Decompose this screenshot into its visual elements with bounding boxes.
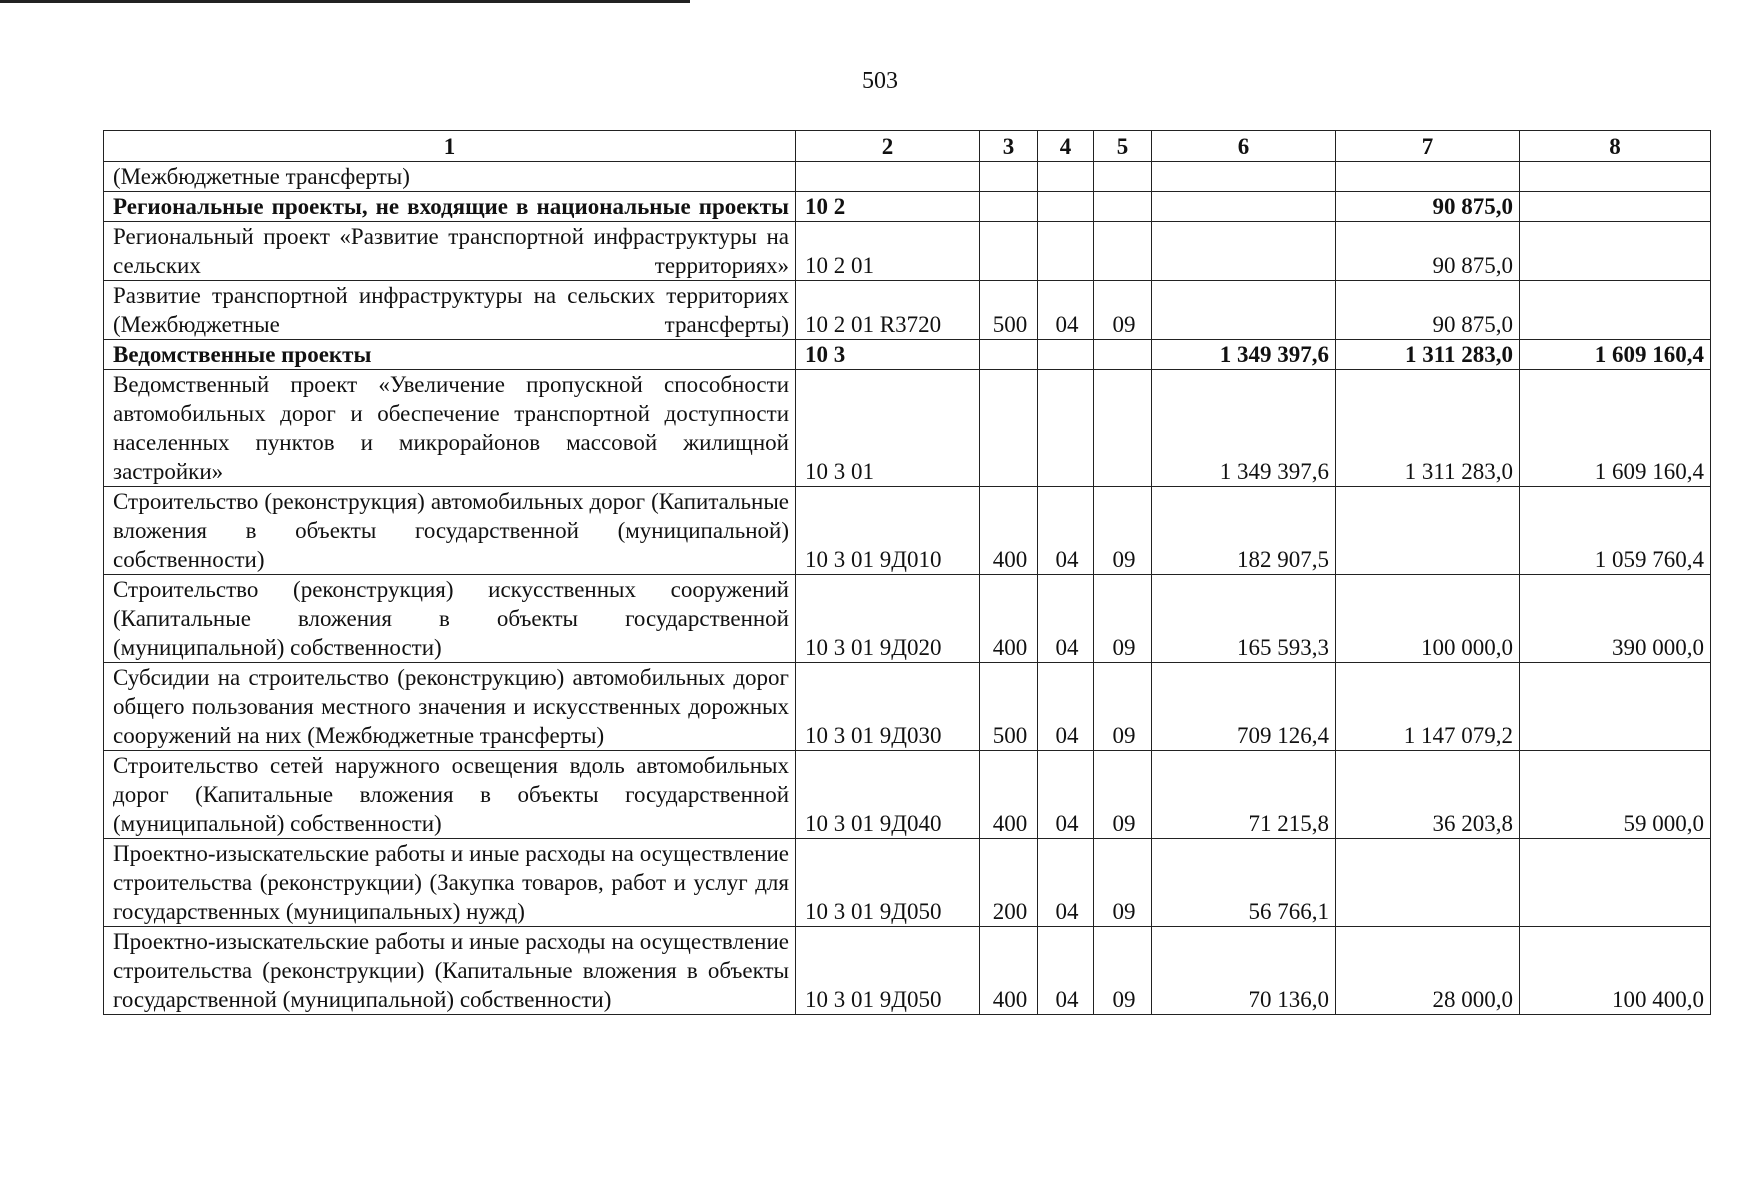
row-col8: 1 059 760,4 xyxy=(1520,487,1711,575)
column-header: 7 xyxy=(1336,131,1520,162)
row-col8 xyxy=(1520,663,1711,751)
row-col6 xyxy=(1152,281,1336,340)
row-code: 10 3 01 9Д010 xyxy=(796,487,980,575)
row-col8: 390 000,0 xyxy=(1520,575,1711,663)
table-row xyxy=(104,370,1711,487)
row-col5 xyxy=(1094,370,1152,487)
row-col3: 400 xyxy=(980,751,1038,839)
row-col3: 500 xyxy=(980,281,1038,340)
row-col4 xyxy=(1038,340,1094,370)
column-header: 4 xyxy=(1038,131,1094,162)
row-description: Региональный проект «Развитие транспортной инфраструктуры на сельских территориях» xyxy=(104,222,796,281)
row-col5: 09 xyxy=(1094,281,1152,340)
row-code: 10 3 01 9Д050 xyxy=(796,839,980,927)
table-row xyxy=(104,192,1711,222)
row-col6: 1 349 397,6 xyxy=(1152,370,1336,487)
column-header: 6 xyxy=(1152,131,1336,162)
row-col6: 709 126,4 xyxy=(1152,663,1336,751)
row-col5: 09 xyxy=(1094,839,1152,927)
row-col4: 04 xyxy=(1038,281,1094,340)
row-code: 10 3 xyxy=(796,340,980,370)
row-col4: 04 xyxy=(1038,839,1094,927)
column-header: 5 xyxy=(1094,131,1152,162)
row-col5 xyxy=(1094,340,1152,370)
row-col3 xyxy=(980,222,1038,281)
page-number: 503 xyxy=(862,68,898,94)
table-row xyxy=(104,281,1711,340)
row-col8 xyxy=(1520,192,1711,222)
row-col7: 36 203,8 xyxy=(1336,751,1520,839)
row-col4 xyxy=(1038,162,1094,192)
row-col5 xyxy=(1094,162,1152,192)
row-col3 xyxy=(980,340,1038,370)
row-col6: 56 766,1 xyxy=(1152,839,1336,927)
table-row xyxy=(104,222,1711,281)
row-code xyxy=(796,162,980,192)
row-col3 xyxy=(980,192,1038,222)
column-header: 8 xyxy=(1520,131,1711,162)
row-col5 xyxy=(1094,192,1152,222)
row-col8: 100 400,0 xyxy=(1520,927,1711,1015)
row-col6: 71 215,8 xyxy=(1152,751,1336,839)
row-description: Строительство (реконструкция) автомобильных дорог (Капитальные вложения в объекты государственной (муниципальной) собственности) xyxy=(104,487,796,575)
row-code: 10 2 01 R3720 xyxy=(796,281,980,340)
row-col7: 90 875,0 xyxy=(1336,192,1520,222)
budget-table xyxy=(103,130,1711,1015)
row-code: 10 3 01 xyxy=(796,370,980,487)
row-col7: 100 000,0 xyxy=(1336,575,1520,663)
top-rule xyxy=(0,0,690,3)
column-header: 2 xyxy=(796,131,980,162)
row-col7 xyxy=(1336,487,1520,575)
header-row xyxy=(104,131,1711,162)
row-code: 10 3 01 9Д040 xyxy=(796,751,980,839)
row-col8: 1 609 160,4 xyxy=(1520,370,1711,487)
row-description: Развитие транспортной инфраструктуры на сельских территориях (Межбюджетные трансферты) xyxy=(104,281,796,340)
row-description: Проектно-изыскательские работы и иные расходы на осуществление строительства (реконструкции) (Закупка товаров, работ и услуг для государственных (муниципальных) нужд) xyxy=(104,839,796,927)
row-col6 xyxy=(1152,162,1336,192)
row-col6 xyxy=(1152,222,1336,281)
row-col7: 90 875,0 xyxy=(1336,222,1520,281)
row-col4 xyxy=(1038,370,1094,487)
row-col7: 1 311 283,0 xyxy=(1336,370,1520,487)
row-col6 xyxy=(1152,192,1336,222)
table-row xyxy=(104,162,1711,192)
row-col8 xyxy=(1520,222,1711,281)
row-code: 10 2 01 xyxy=(796,222,980,281)
row-description: Строительство (реконструкция) искусственных сооружений (Капитальные вложения в объекты государственной (муниципальной) собственности) xyxy=(104,575,796,663)
row-col6: 70 136,0 xyxy=(1152,927,1336,1015)
row-code: 10 3 01 9Д050 xyxy=(796,927,980,1015)
row-col4: 04 xyxy=(1038,927,1094,1015)
row-col3: 400 xyxy=(980,487,1038,575)
row-col3: 400 xyxy=(980,927,1038,1015)
table-row xyxy=(104,839,1711,927)
row-description: Строительство сетей наружного освещения вдоль автомобильных дорог (Капитальные вложения в объекты государственной (муниципальной) собственности) xyxy=(104,751,796,839)
row-col5: 09 xyxy=(1094,575,1152,663)
column-header: 3 xyxy=(980,131,1038,162)
row-code: 10 3 01 9Д020 xyxy=(796,575,980,663)
row-col4: 04 xyxy=(1038,751,1094,839)
table-row xyxy=(104,663,1711,751)
table-row xyxy=(104,340,1711,370)
row-col4 xyxy=(1038,192,1094,222)
column-header: 1 xyxy=(104,131,796,162)
row-col5 xyxy=(1094,222,1152,281)
row-col7 xyxy=(1336,839,1520,927)
row-col7: 1 147 079,2 xyxy=(1336,663,1520,751)
row-col7 xyxy=(1336,162,1520,192)
row-col4 xyxy=(1038,222,1094,281)
row-code: 10 3 01 9Д030 xyxy=(796,663,980,751)
row-col4: 04 xyxy=(1038,663,1094,751)
row-col3 xyxy=(980,370,1038,487)
row-col7: 90 875,0 xyxy=(1336,281,1520,340)
row-col5: 09 xyxy=(1094,663,1152,751)
row-col6: 1 349 397,6 xyxy=(1152,340,1336,370)
row-col5: 09 xyxy=(1094,751,1152,839)
row-col3: 200 xyxy=(980,839,1038,927)
row-code: 10 2 xyxy=(796,192,980,222)
table-row xyxy=(104,927,1711,1015)
row-col4: 04 xyxy=(1038,487,1094,575)
row-col3: 400 xyxy=(980,575,1038,663)
row-col8 xyxy=(1520,281,1711,340)
table-row xyxy=(104,487,1711,575)
row-description: Ведомственный проект «Увеличение пропускной способности автомобильных дорог и обеспечение транспортной доступности населенных пунктов и микрорайонов массовой жилищной застройки» xyxy=(104,370,796,487)
row-col3 xyxy=(980,162,1038,192)
row-description: (Межбюджетные трансферты) xyxy=(104,162,796,192)
table-row xyxy=(104,575,1711,663)
row-col8 xyxy=(1520,162,1711,192)
row-description: Региональные проекты, не входящие в национальные проекты xyxy=(104,192,796,222)
row-col8: 59 000,0 xyxy=(1520,751,1711,839)
row-col5: 09 xyxy=(1094,487,1152,575)
row-col3: 500 xyxy=(980,663,1038,751)
row-description: Ведомственные проекты xyxy=(104,340,796,370)
table-row xyxy=(104,751,1711,839)
row-col7: 28 000,0 xyxy=(1336,927,1520,1015)
row-col7: 1 311 283,0 xyxy=(1336,340,1520,370)
row-col5: 09 xyxy=(1094,927,1152,1015)
row-col4: 04 xyxy=(1038,575,1094,663)
row-col6: 182 907,5 xyxy=(1152,487,1336,575)
row-description: Проектно-изыскательские работы и иные расходы на осуществление строительства (реконструкции) (Капитальные вложения в объекты государственной (муниципальной) собственности) xyxy=(104,927,796,1015)
row-description: Субсидии на строительство (реконструкцию) автомобильных дорог общего пользования местного значения и искусственных дорожных сооружений на них (Межбюджетные трансферты) xyxy=(104,663,796,751)
row-col8 xyxy=(1520,839,1711,927)
row-col6: 165 593,3 xyxy=(1152,575,1336,663)
row-col8: 1 609 160,4 xyxy=(1520,340,1711,370)
